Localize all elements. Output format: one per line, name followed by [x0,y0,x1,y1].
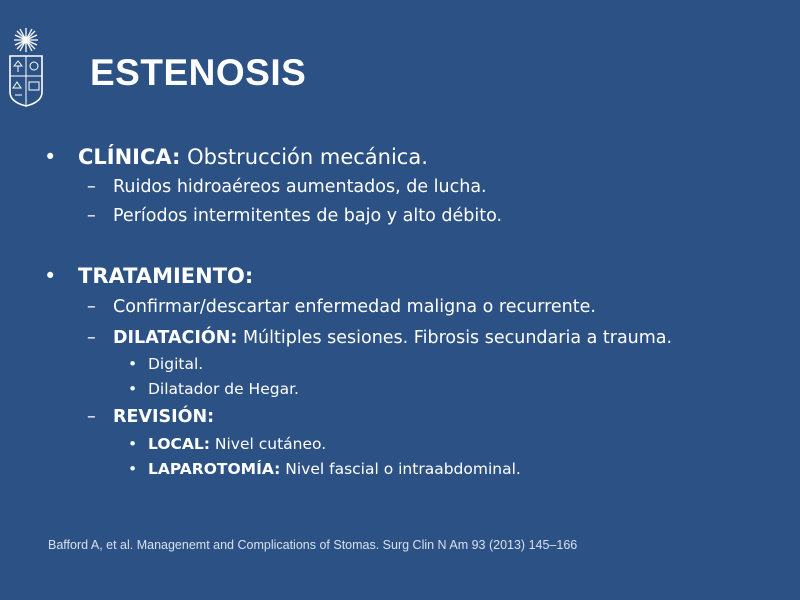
dilatacion-method-text: Digital. [148,355,204,373]
clinica-text: Obstrucción mecánica. [180,145,428,169]
revision-laparotomia [128,460,521,478]
tratamiento-label: TRATAMIENTO: [78,264,254,288]
dilatacion-method-text: Dilatador de Hegar. [148,380,299,398]
university-logo [6,26,46,108]
revision-lap-text: Nivel fascial o intraabdominal. [280,460,521,478]
revision-subitem [87,407,215,427]
bullet-marker: • [128,435,138,453]
bullet-marker: • [44,145,57,169]
reference-citation: Bafford A, et al. Managenemt and Complications of Stomas. Surg Clin N Am 93 (2013) 145–166 [48,538,578,552]
bullet-marker: • [128,460,138,478]
dash-marker: – [87,206,96,226]
bullet-marker: • [128,355,138,373]
clinica-subitem-text: Ruidos hidroaéreos aumentados, de lucha. [113,177,487,197]
revision-local [128,435,327,453]
dilatacion-subitem [87,328,673,348]
tratamiento-bullet [44,264,254,288]
dash-marker: – [87,177,96,197]
dilatacion-text: Múltiples sesiones. Fibrosis secundaria a trauma. [237,328,673,348]
bullet-marker: • [44,264,57,288]
dilatacion-method [128,355,204,373]
tratamiento-subitem-text: Confirmar/descartar enfermedad maligna o recurrente. [113,297,596,317]
revision-local-label: LOCAL: [148,435,210,453]
revision-local-text: Nivel cutáneo. [209,435,327,453]
dilatacion-method [128,380,299,398]
bullet-marker: • [128,380,138,398]
revision-label: REVISIÓN: [113,407,215,427]
slide-title: ESTENOSIS [90,52,307,93]
clinica-label: CLÍNICA: [78,145,181,169]
dash-marker: – [87,407,96,427]
dash-marker: – [87,297,96,317]
clinica-bullet [44,145,428,169]
revision-lap-label: LAPAROTOMÍA: [148,460,281,478]
dash-marker: – [87,328,96,348]
clinica-subitem [87,177,487,197]
clinica-subitem [87,206,503,226]
dilatacion-label: DILATACIÓN: [113,328,238,348]
clinica-subitem-text: Períodos intermitentes de bajo y alto débito. [113,206,503,226]
tratamiento-subitem [87,297,596,317]
